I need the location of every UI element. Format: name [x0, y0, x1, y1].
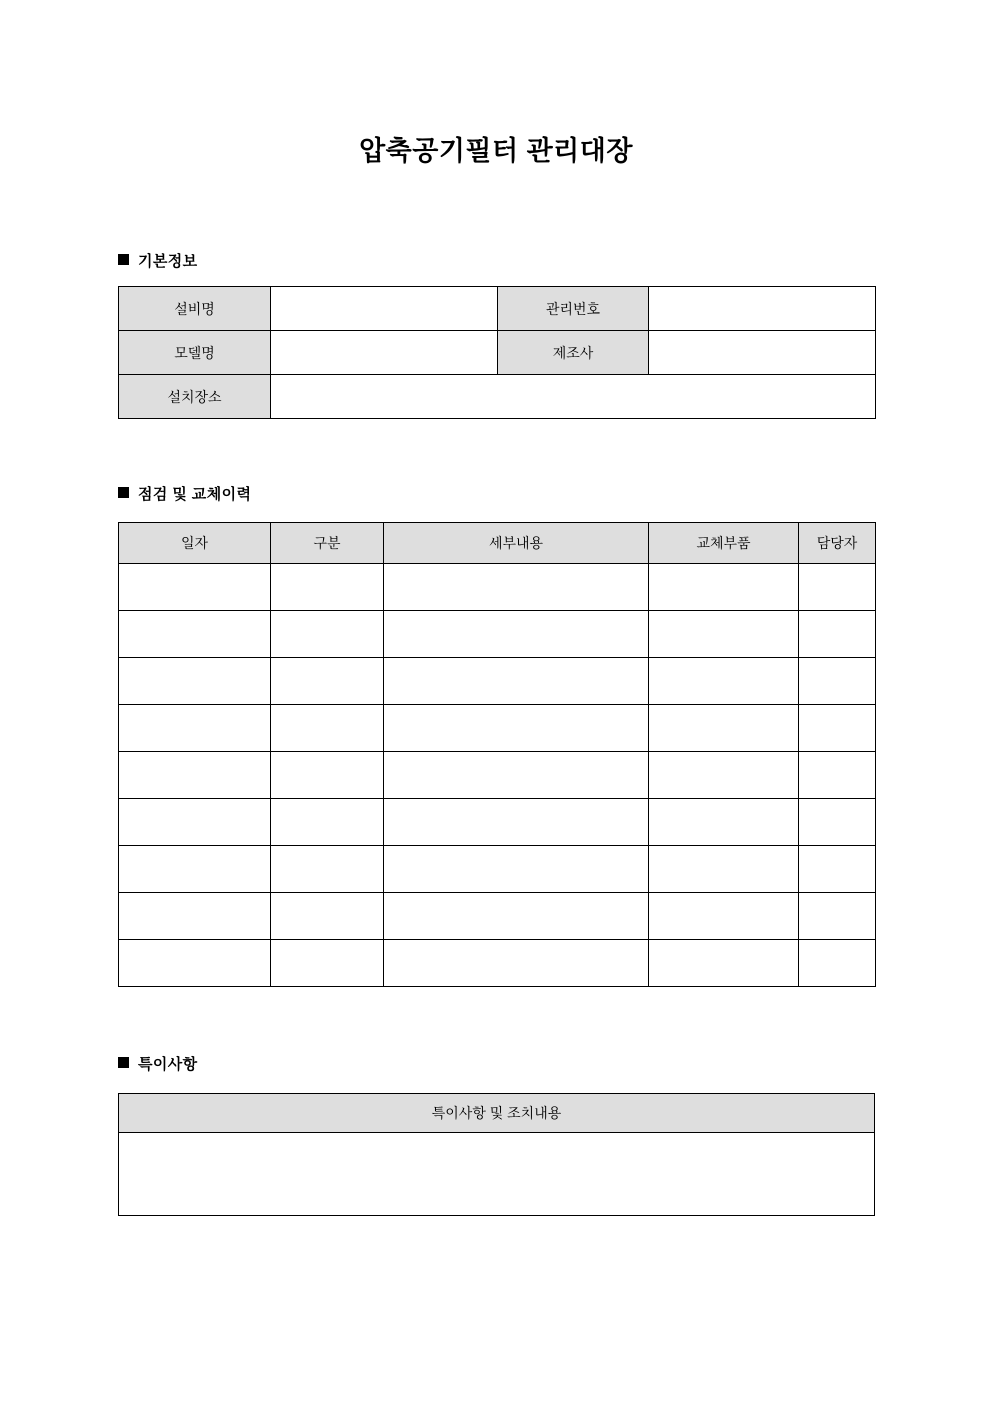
- cell-detail[interactable]: [384, 940, 649, 987]
- column-header-type: 구분: [271, 523, 384, 564]
- cell-owner[interactable]: [799, 705, 876, 752]
- notes-table: [118, 1093, 875, 1216]
- cell-part[interactable]: [649, 658, 799, 705]
- cell-part[interactable]: [649, 564, 799, 611]
- table-row: [119, 564, 876, 611]
- cell-owner[interactable]: [799, 893, 876, 940]
- cell-part[interactable]: [649, 799, 799, 846]
- section-marker-icon: [118, 254, 129, 265]
- cell-owner[interactable]: [799, 940, 876, 987]
- cell-part[interactable]: [649, 611, 799, 658]
- column-header-part: 교체부품: [649, 523, 799, 564]
- field-model-name[interactable]: [271, 331, 498, 375]
- label-manufacturer: 제조사: [498, 331, 649, 375]
- cell-detail[interactable]: [384, 705, 649, 752]
- table-row: [119, 375, 876, 419]
- table-row: [119, 658, 876, 705]
- cell-type[interactable]: [271, 705, 384, 752]
- cell-date[interactable]: [119, 564, 271, 611]
- cell-date[interactable]: [119, 611, 271, 658]
- column-header-owner: 담당자: [799, 523, 876, 564]
- cell-owner[interactable]: [799, 752, 876, 799]
- table-row: [119, 331, 876, 375]
- cell-detail[interactable]: [384, 611, 649, 658]
- cell-date[interactable]: [119, 658, 271, 705]
- cell-date[interactable]: [119, 893, 271, 940]
- section-marker-icon: [118, 1057, 129, 1068]
- cell-type[interactable]: [271, 658, 384, 705]
- section-heading-notes-label: 특이사항: [138, 1056, 198, 1073]
- cell-type[interactable]: [271, 752, 384, 799]
- table-header-row: [119, 1094, 875, 1133]
- cell-date[interactable]: [119, 752, 271, 799]
- inspection-history-table: [118, 522, 876, 987]
- cell-date[interactable]: [119, 705, 271, 752]
- cell-detail[interactable]: [384, 658, 649, 705]
- cell-owner[interactable]: [799, 846, 876, 893]
- cell-part[interactable]: [649, 705, 799, 752]
- cell-owner[interactable]: [799, 799, 876, 846]
- section-heading-notes: [118, 1055, 198, 1075]
- field-equipment-name[interactable]: [271, 287, 498, 331]
- table-row: [119, 893, 876, 940]
- cell-type[interactable]: [271, 940, 384, 987]
- label-management-number: 관리번호: [498, 287, 649, 331]
- section-heading-inspection-history: [118, 485, 251, 505]
- field-manufacturer[interactable]: [649, 331, 876, 375]
- field-management-number[interactable]: [649, 287, 876, 331]
- column-header-detail: 세부내용: [384, 523, 649, 564]
- column-header-date: 일자: [119, 523, 271, 564]
- table-row: [119, 287, 876, 331]
- basic-info-table: [118, 286, 876, 419]
- section-marker-icon: [118, 487, 129, 498]
- section-heading-basic-info: [118, 252, 198, 272]
- label-equipment-name: 설비명: [119, 287, 271, 331]
- section-heading-inspection-history-label: 점검 및 교체이력: [138, 486, 252, 503]
- page-title: 압축공기필터 관리대장: [359, 136, 633, 166]
- cell-detail[interactable]: [384, 564, 649, 611]
- field-notes[interactable]: [119, 1133, 875, 1216]
- cell-part[interactable]: [649, 940, 799, 987]
- cell-owner[interactable]: [799, 658, 876, 705]
- cell-detail[interactable]: [384, 893, 649, 940]
- column-header-notes: 특이사항 및 조치내용: [119, 1094, 875, 1133]
- cell-owner[interactable]: [799, 611, 876, 658]
- table-row: [119, 752, 876, 799]
- cell-part[interactable]: [649, 752, 799, 799]
- cell-detail[interactable]: [384, 752, 649, 799]
- cell-date[interactable]: [119, 846, 271, 893]
- cell-owner[interactable]: [799, 564, 876, 611]
- table-row: [119, 846, 876, 893]
- section-heading-basic-info-label: 기본정보: [138, 253, 198, 270]
- cell-date[interactable]: [119, 799, 271, 846]
- cell-detail[interactable]: [384, 799, 649, 846]
- table-row: [119, 1133, 875, 1216]
- cell-part[interactable]: [649, 893, 799, 940]
- cell-type[interactable]: [271, 799, 384, 846]
- table-row: [119, 705, 876, 752]
- cell-type[interactable]: [271, 564, 384, 611]
- table-row: [119, 799, 876, 846]
- cell-part[interactable]: [649, 846, 799, 893]
- cell-detail[interactable]: [384, 846, 649, 893]
- cell-type[interactable]: [271, 846, 384, 893]
- label-model-name: 모델명: [119, 331, 271, 375]
- table-row: [119, 611, 876, 658]
- cell-date[interactable]: [119, 940, 271, 987]
- table-row: [119, 940, 876, 987]
- table-header-row: [119, 523, 876, 564]
- cell-type[interactable]: [271, 893, 384, 940]
- label-install-location: 설치장소: [119, 375, 271, 419]
- cell-type[interactable]: [271, 611, 384, 658]
- field-install-location[interactable]: [271, 375, 876, 419]
